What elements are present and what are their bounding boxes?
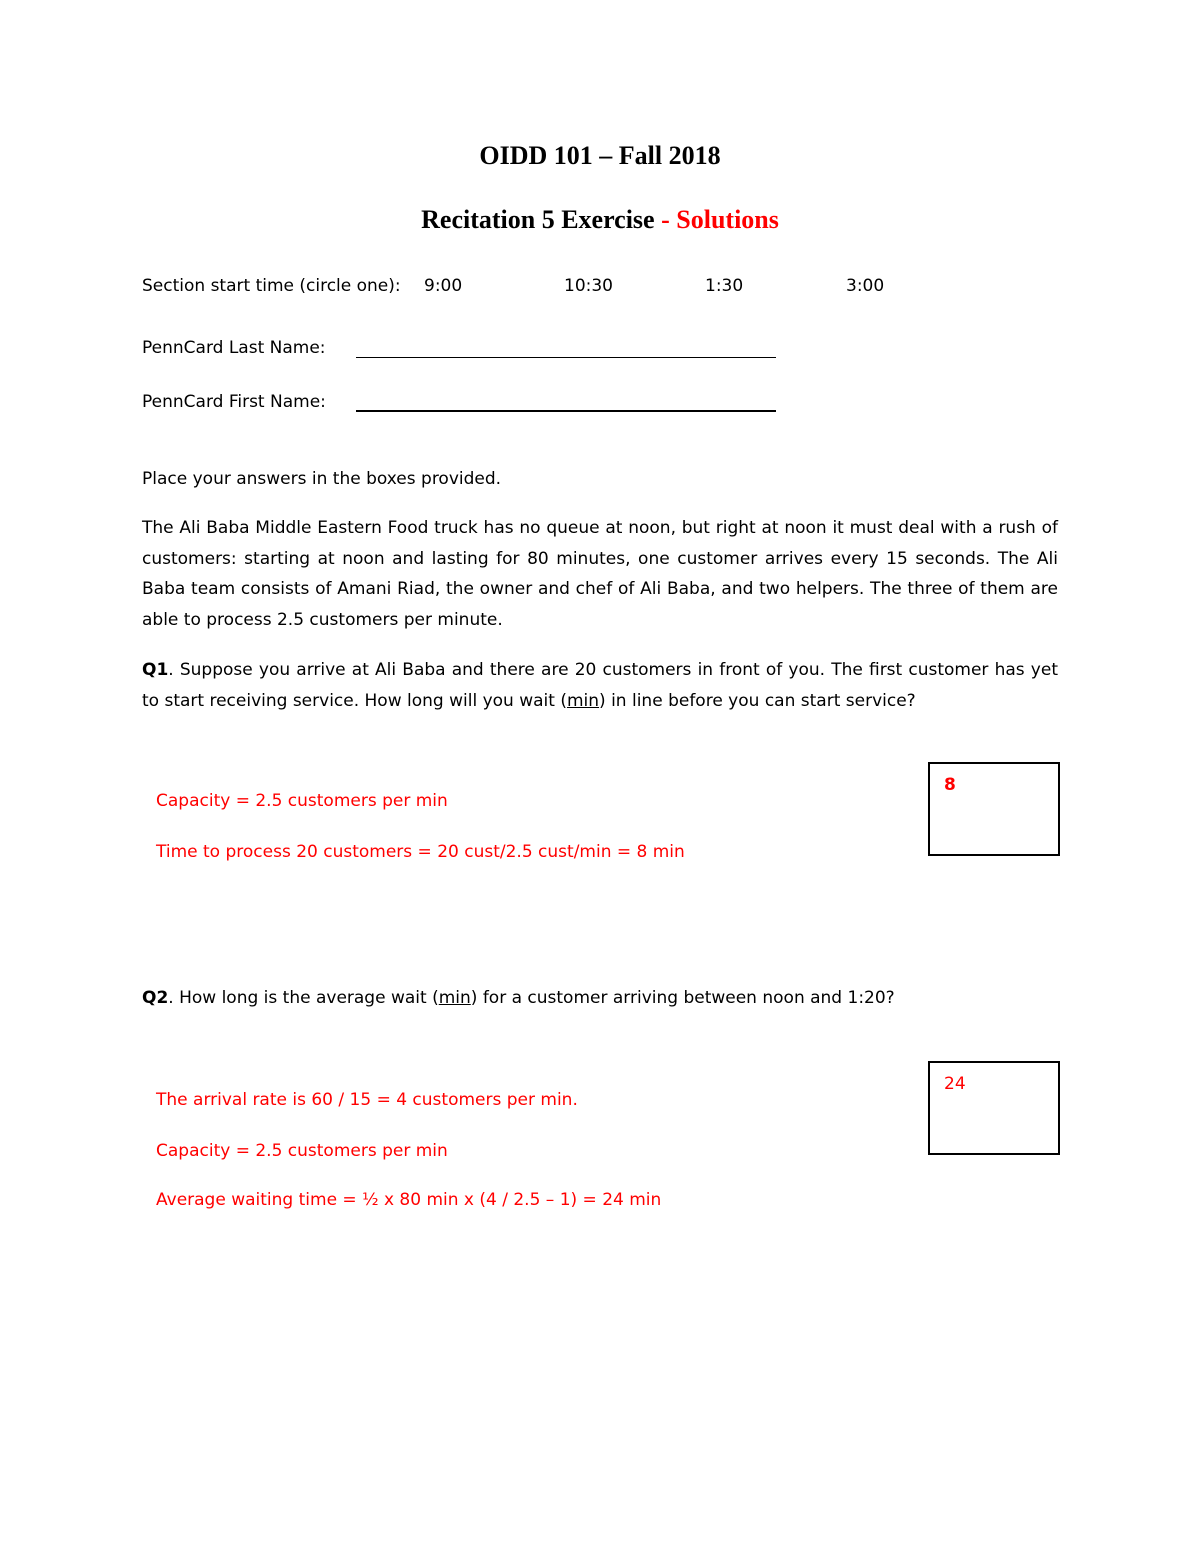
question-2 [142, 983, 1058, 1014]
instructions-text: Place your answers in the boxes provided. [142, 469, 502, 489]
last-name-field[interactable] [356, 336, 776, 358]
first-name-field[interactable] [356, 389, 776, 412]
q2-solution-line: Capacity = 2.5 customers per min [156, 1141, 448, 1161]
question-1-unit: min [566, 690, 600, 711]
question-1-text-end: ) in line before you can start service? [599, 690, 916, 711]
first-name-label: PennCard First Name: [142, 392, 326, 412]
q2-answer-box[interactable] [928, 1061, 1060, 1155]
last-name-label: PennCard Last Name: [142, 338, 326, 358]
section-time-label: Section start time (circle one): [142, 276, 401, 296]
section-time-option[interactable]: 3:00 [846, 276, 885, 296]
question-1-label: Q1 [142, 660, 169, 680]
course-title: OIDD 101 – Fall 2018 [479, 141, 721, 170]
exercise-title-main: Recitation 5 Exercise [421, 205, 655, 234]
q1-solution-line: Time to process 20 customers = 20 cust/2.5 cust/min = 8 min [156, 842, 685, 862]
question-1-text: . Suppose you arrive at Ali Baba and there are 20 customers in front of you. The first customer has yet to start receiving service. How long will you wait ( [142, 660, 1058, 711]
q2-answer-value: 24 [944, 1074, 966, 1094]
q2-solution-line: The arrival rate is 60 / 15 = 4 customers per min. [156, 1090, 578, 1110]
section-time-option[interactable]: 1:30 [705, 276, 744, 296]
problem-statement: The Ali Baba Middle Eastern Food truck has no queue at noon, but right at noon it must deal with a rush of customers: starting at noon and lasting for 80 minutes, one customer arrives every 15 seconds. The Ali Baba team consists of Amani Riad, the owner and chef of Ali Baba, and two helpers. The three of them are able to process 2.5 customers per minute. [142, 518, 1058, 630]
exercise-title [0, 205, 1200, 235]
question-2-label: Q2 [142, 988, 169, 1008]
question-2-text-end: ) for a customer arriving between noon and 1:20? [470, 988, 895, 1008]
question-2-unit: min [438, 988, 471, 1008]
q2-solution-line: Average waiting time = ½ x 80 min x (4 / 2.5 – 1) = 24 min [156, 1190, 662, 1210]
exercise-title-solutions: Solutions [676, 205, 779, 234]
q1-answer-box[interactable] [928, 762, 1060, 856]
section-time-option[interactable]: 10:30 [564, 276, 613, 296]
section-time-option[interactable]: 9:00 [424, 276, 463, 296]
question-1 [142, 655, 1058, 716]
q1-solution-line: Capacity = 2.5 customers per min [156, 791, 448, 811]
exercise-title-dash: - [654, 205, 677, 234]
question-2-text: . How long is the average wait ( [168, 988, 439, 1008]
q1-answer-value: 8 [944, 775, 956, 795]
